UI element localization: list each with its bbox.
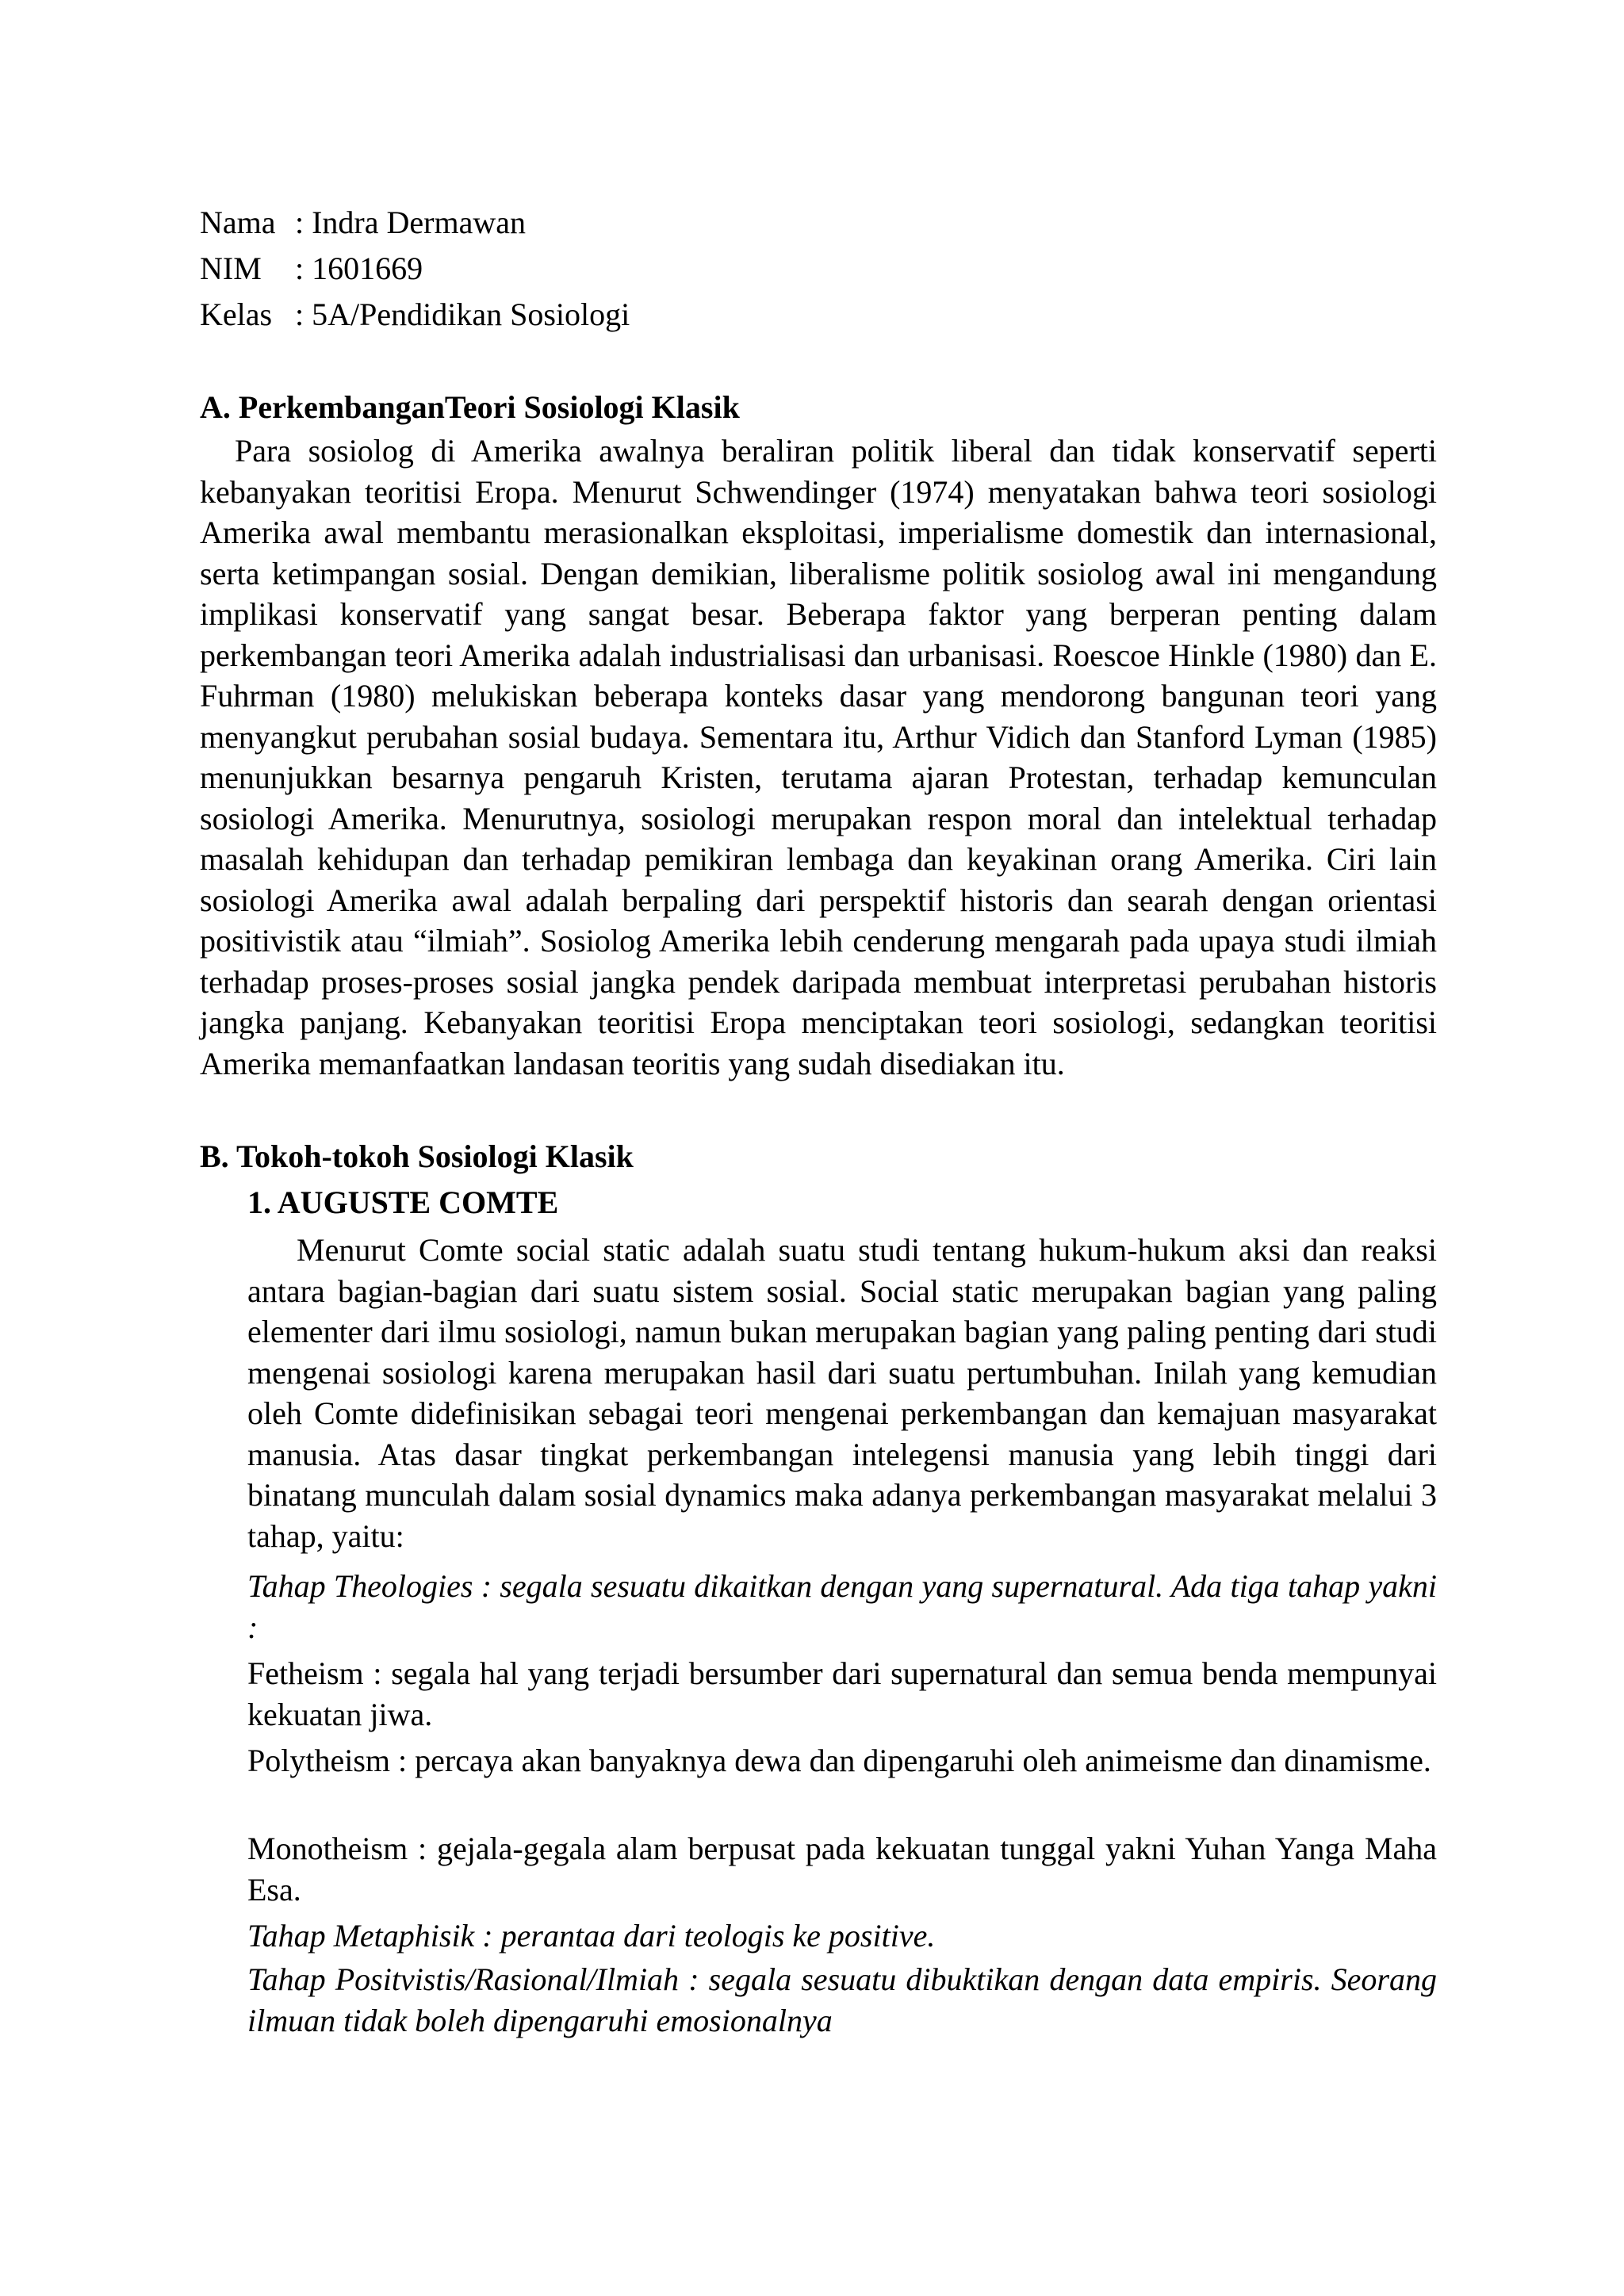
section-a-heading: A. PerkembanganTeori Sosiologi Klasik bbox=[200, 389, 740, 425]
kelas-label: Kelas bbox=[200, 297, 273, 332]
name-label: Nama bbox=[200, 205, 276, 240]
nim-row bbox=[200, 246, 630, 292]
section-b-heading: B. Tokoh-tokoh Sosiologi Klasik bbox=[200, 1138, 634, 1174]
comte-paragraph: Menurut Comte social static adalah suatu studi tentang hukum-hukum aksi dan reaksi antara bagian-bagian dari suatu sistem sosial. Social static merupakan bagian yang paling elementer dari ilmu sosiologi, namun bukan merupakan bagian yang paling penting dari studi mengenai sosiologi karena merupakan hasil dari suatu pertumbuhan. Inilah yang kemudian oleh Comte didefinisikan sebagai teori mengenai perkembangan dan kemajuan masyarakat manusia. Atas dasar tingkat perkembangan intelegensi manusia yang lebih tinggi dari binatang munculah dalam sosial dynamics maka adanya perkembangan masyarakat melalui 3 tahap, yaitu: bbox=[247, 1232, 1437, 1554]
section-a-paragraph: Para sosiolog di Amerika awalnya beraliran politik liberal dan tidak konservatif seperti kebanyakan teoritisi Eropa. Menurut Schwendinger (1974) menyatakan bahwa teori sosiologi Amerika awal membantu merasionalkan eksploitasi, imperialisme domestik dan internasional, serta ketimpangan sosial. Dengan demikian, liberalisme politik sosiolog awal ini mengandung implikasi konservatif yang sangat besar. Beberapa faktor yang berperan penting dalam perkembangan teori Amerika adalah industrialisasi dan urbanisasi. Roescoe Hinkle (1980) dan E. Fuhrman (1980) melukiskan beberapa konteks dasar yang mendorong bangunan teori yang menyangkut perubahan sosial budaya. Sementara itu, Arthur Vidich dan Stanford Lyman (1985) menunjukkan besarnya pengaruh Kristen, terutama ajaran Protestan, terhadap kemunculan sosiologi Amerika. Menurutnya, sosiologi merupakan respon moral dan intelektual terhadap masalah kehidupan dan terhadap pemikiran lembaga dan keyakinan orang Amerika. Ciri lain sosiologi Amerika awal adalah berpaling dari perspektif historis dan searah dengan orientasi positivistik atau “ilmiah”. Sosiolog Amerika lebih cenderung mengarah pada upaya studi ilmiah terhadap proses-proses sosial jangka pendek daripada membuat interpretasi perubahan historis jangka panjang. Kebanyakan teoritisi Eropa menciptakan teori sosiologi, sedangkan teoritisi Amerika memanfaatkan landasan teoritis yang sudah disediakan itu. bbox=[200, 433, 1437, 1081]
tahap-metaphisik-text: Tahap Metaphisik : perantaa dari teologis ke positive. bbox=[247, 1918, 936, 1954]
student-info bbox=[200, 200, 630, 338]
comte-subheading: 1. AUGUSTE COMTE bbox=[247, 1184, 559, 1220]
name-value: : Indra Dermawan bbox=[295, 205, 526, 240]
nim-label: NIM bbox=[200, 251, 262, 286]
kelas-row bbox=[200, 292, 630, 338]
polytheism-text: Polytheism : percaya akan banyaknya dewa dan dipengaruhi oleh animeisme dan dinamisme. bbox=[247, 1743, 1431, 1778]
monotheism-text: Monotheism : gejala-gegala alam berpusat pada kekuatan tunggal yakni Yuhan Yanga Maha Esa. bbox=[247, 1831, 1437, 1908]
fetheism-text: Fetheism : segala hal yang terjadi bersumber dari supernatural dan semua benda mempunyai kekuatan jiwa. bbox=[247, 1655, 1437, 1732]
kelas-value: : 5A/Pendidikan Sosiologi bbox=[295, 297, 630, 332]
tahap-positivistis-text: Tahap Positvistis/Rasional/Ilmiah : segala sesuatu dibuktikan dengan data empiris. Seorang ilmuan tidak boleh dipengaruhi emosionalnya bbox=[247, 1961, 1437, 2038]
nim-value: : 1601669 bbox=[295, 251, 423, 286]
tahap-theologies-text: Tahap Theologies : segala sesuatu dikaitkan dengan yang supernatural. Ada tiga tahap yakni : bbox=[247, 1568, 1437, 1645]
name-row bbox=[200, 200, 630, 246]
